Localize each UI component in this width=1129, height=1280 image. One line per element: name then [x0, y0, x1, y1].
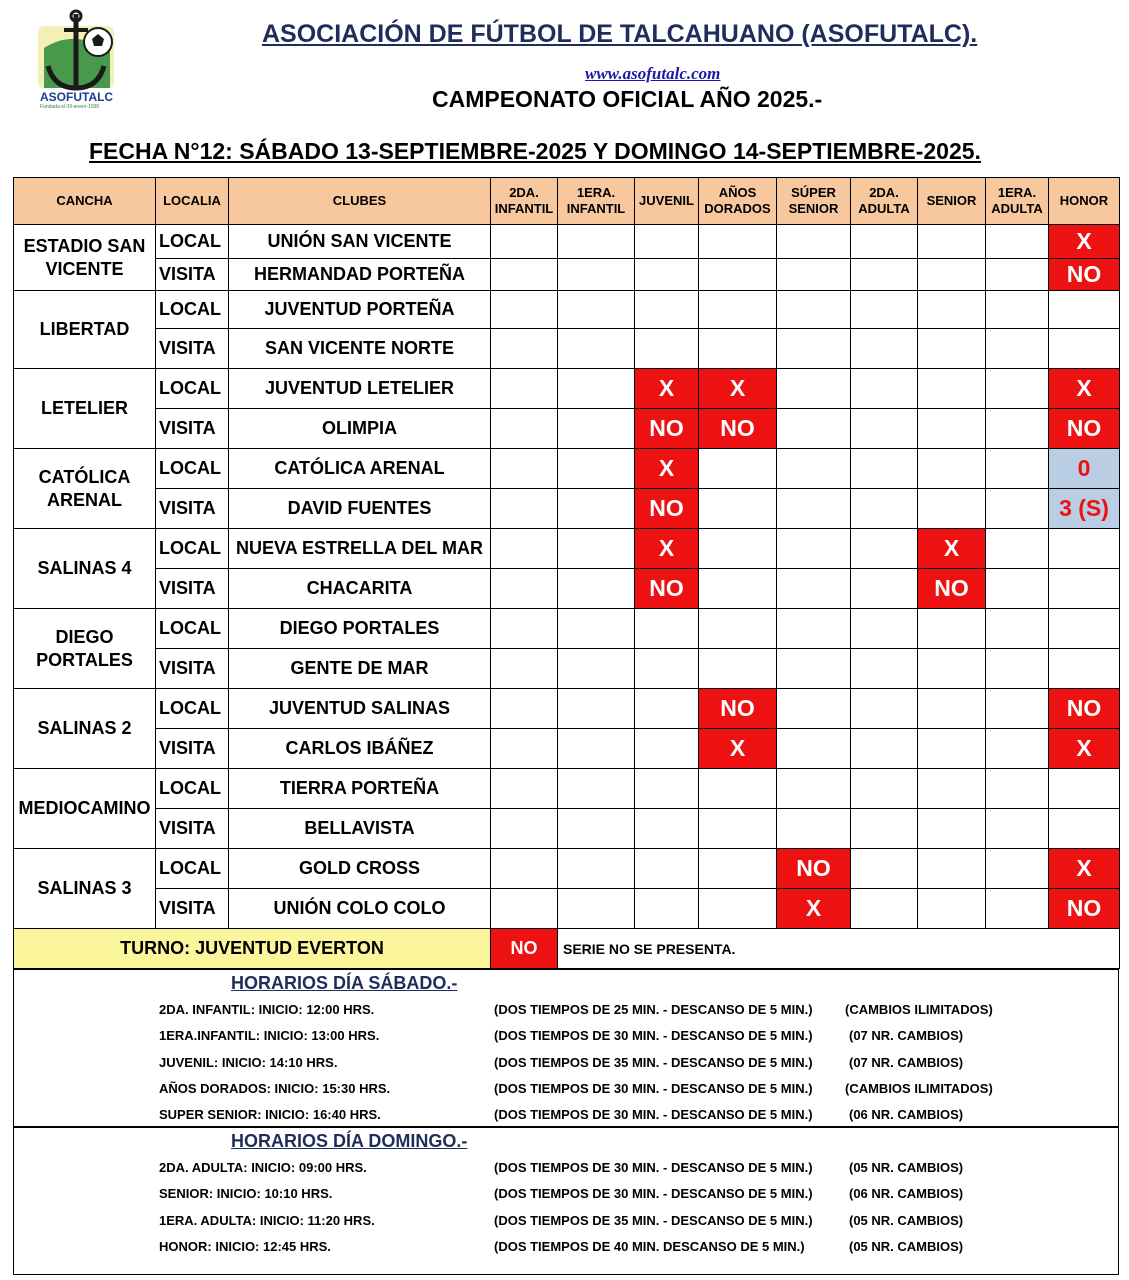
logo-text: ASOFUTALC	[40, 90, 114, 104]
result-cell-1era-infantil	[558, 809, 635, 849]
schedule-serie: 2DA. INFANTIL: INICIO: 12:00 HRS.	[159, 1002, 375, 1017]
table-row	[14, 689, 1120, 729]
result-cell-1era-adulta	[986, 259, 1049, 291]
table-row	[14, 729, 1120, 769]
result-cell-anos-dorados: X	[699, 369, 777, 409]
col-juvenil: JUVENIL	[635, 178, 699, 225]
result-cell-1era-infantil	[558, 729, 635, 769]
result-cell-1era-infantil	[558, 409, 635, 449]
table-row	[14, 329, 1120, 369]
result-cell-1era-adulta	[986, 849, 1049, 889]
result-cell-juvenil	[635, 849, 699, 889]
sunday-schedule-title: HORARIOS DÍA DOMINGO.-	[231, 1131, 468, 1151]
result-cell-honor: 3 (S)	[1049, 489, 1120, 529]
localia-cell: LOCAL	[156, 689, 229, 729]
schedule-serie: 2DA. ADULTA: INICIO: 09:00 HRS.	[159, 1160, 367, 1175]
cancha-cell: DIEGO PORTALES	[14, 609, 156, 689]
page-title: ASOCIACIÓN DE FÚTBOL DE TALCAHUANO (ASOFUTALC).	[262, 20, 978, 48]
col-1era-infantil: 1ERA. INFANTIL	[558, 178, 635, 225]
localia-cell: LOCAL	[156, 849, 229, 889]
result-cell-1era-adulta	[986, 369, 1049, 409]
result-cell-2da-adulta	[851, 769, 918, 809]
result-cell-senior	[918, 729, 986, 769]
result-cell-2da-adulta	[851, 329, 918, 369]
result-cell-honor: 0	[1049, 449, 1120, 489]
result-cell-anos-dorados	[699, 225, 777, 259]
table-row	[14, 889, 1120, 929]
club-cell: NUEVA ESTRELLA DEL MAR	[229, 529, 491, 569]
table-row	[14, 649, 1120, 689]
result-cell-super-senior: X	[777, 889, 851, 929]
result-cell-1era-adulta	[986, 769, 1049, 809]
result-cell-2da-infantil	[491, 889, 558, 929]
localia-cell: LOCAL	[156, 369, 229, 409]
result-cell-2da-infantil	[491, 569, 558, 609]
result-cell-1era-adulta	[986, 689, 1049, 729]
schedule-tiempos: (DOS TIEMPOS DE 30 MIN. - DESCANSO DE 5 MIN.)	[494, 1028, 813, 1044]
localia-cell: VISITA	[156, 329, 229, 369]
table-header-row	[14, 178, 1120, 225]
result-cell-1era-infantil	[558, 769, 635, 809]
localia-cell: VISITA	[156, 259, 229, 291]
result-cell-1era-infantil	[558, 529, 635, 569]
col-honor: HONOR	[1049, 178, 1120, 225]
result-cell-1era-adulta	[986, 291, 1049, 329]
table-row	[14, 769, 1120, 809]
result-cell-honor: X	[1049, 225, 1120, 259]
result-cell-honor	[1049, 649, 1120, 689]
result-cell-super-senior	[777, 409, 851, 449]
result-cell-2da-infantil	[491, 291, 558, 329]
club-cell: CHACARITA	[229, 569, 491, 609]
result-cell-anos-dorados	[699, 569, 777, 609]
result-cell-honor	[1049, 609, 1120, 649]
result-cell-anos-dorados	[699, 489, 777, 529]
table-row	[14, 849, 1120, 889]
localia-cell: LOCAL	[156, 609, 229, 649]
result-cell-1era-infantil	[558, 369, 635, 409]
schedule-cambios: (CAMBIOS ILIMITADOS)	[845, 1002, 993, 1017]
result-cell-honor	[1049, 569, 1120, 609]
result-cell-super-senior	[777, 569, 851, 609]
result-cell-1era-infantil	[558, 259, 635, 291]
result-cell-2da-adulta	[851, 809, 918, 849]
col-super-senior: SÚPER SENIOR	[777, 178, 851, 225]
localia-cell: VISITA	[156, 489, 229, 529]
result-cell-2da-infantil	[491, 369, 558, 409]
result-cell-2da-adulta	[851, 449, 918, 489]
col-2da-adulta: 2DA. ADULTA	[851, 178, 918, 225]
cancha-cell: SALINAS 2	[14, 689, 156, 769]
col-clubes: CLUBES	[229, 178, 491, 225]
club-cell: GENTE DE MAR	[229, 649, 491, 689]
result-cell-1era-infantil	[558, 449, 635, 489]
col-anos-dorados: AÑOS DORADOS	[699, 178, 777, 225]
table-row	[14, 225, 1120, 259]
result-cell-1era-infantil	[558, 649, 635, 689]
schedule-serie: SUPER SENIOR: INICIO: 16:40 HRS.	[159, 1107, 381, 1123]
result-cell-juvenil	[635, 291, 699, 329]
result-cell-honor: NO	[1049, 689, 1120, 729]
result-cell-1era-infantil	[558, 689, 635, 729]
result-cell-anos-dorados	[699, 609, 777, 649]
website-link[interactable]: www.asofutalc.com	[585, 64, 721, 83]
result-cell-honor: X	[1049, 849, 1120, 889]
result-cell-1era-infantil	[558, 889, 635, 929]
result-cell-super-senior	[777, 291, 851, 329]
schedule-tiempos: (DOS TIEMPOS DE 35 MIN. - DESCANSO DE 5 MIN.)	[494, 1054, 813, 1070]
schedule-serie: HONOR: INICIO: 12:45 HRS.	[159, 1238, 331, 1254]
result-cell-2da-infantil	[491, 529, 558, 569]
col-senior: SENIOR	[918, 178, 986, 225]
result-cell-juvenil: NO	[635, 409, 699, 449]
result-cell-super-senior	[777, 609, 851, 649]
result-cell-honor: NO	[1049, 259, 1120, 291]
result-cell-2da-adulta	[851, 649, 918, 689]
col-1era-adulta: 1ERA. ADULTA	[986, 178, 1049, 225]
result-cell-2da-adulta	[851, 259, 918, 291]
result-cell-super-senior	[777, 259, 851, 291]
club-cell: JUVENTUD LETELIER	[229, 369, 491, 409]
result-cell-2da-adulta	[851, 225, 918, 259]
schedule-cambios: (06 NR. CAMBIOS)	[849, 1107, 964, 1123]
table-row	[14, 489, 1120, 529]
result-cell-senior	[918, 409, 986, 449]
result-cell-juvenil	[635, 889, 699, 929]
schedule-tiempos: (DOS TIEMPOS DE 30 MIN. - DESCANSO DE 5 MIN.)	[494, 1107, 813, 1123]
result-cell-anos-dorados	[699, 809, 777, 849]
schedule-tiempos: (DOS TIEMPOS DE 30 MIN. - DESCANSO DE 5 MIN.)	[494, 1080, 813, 1096]
turno-row	[14, 929, 1120, 969]
result-cell-2da-infantil	[491, 609, 558, 649]
result-cell-super-senior	[777, 649, 851, 689]
result-cell-honor: X	[1049, 729, 1120, 769]
result-cell-1era-adulta	[986, 489, 1049, 529]
localia-cell: VISITA	[156, 889, 229, 929]
result-cell-1era-infantil	[558, 225, 635, 259]
turno-label: TURNO: JUVENTUD EVERTON	[14, 929, 491, 969]
result-cell-2da-infantil	[491, 809, 558, 849]
result-cell-anos-dorados: NO	[699, 689, 777, 729]
schedule-tiempos: (DOS TIEMPOS DE 30 MIN. - DESCANSO DE 5 MIN.)	[494, 1186, 813, 1202]
result-cell-anos-dorados	[699, 849, 777, 889]
schedule-serie: SENIOR: INICIO: 10:10 HRS.	[159, 1186, 333, 1202]
table-row	[14, 369, 1120, 409]
result-cell-juvenil: X	[635, 529, 699, 569]
table-row	[14, 259, 1120, 291]
result-cell-1era-adulta	[986, 649, 1049, 689]
result-cell-honor: NO	[1049, 409, 1120, 449]
result-cell-super-senior	[777, 729, 851, 769]
result-cell-1era-adulta	[986, 409, 1049, 449]
schedule-tiempos: (DOS TIEMPOS DE 25 MIN. - DESCANSO DE 5 MIN.)	[494, 1002, 813, 1017]
club-cell: UNIÓN SAN VICENTE	[229, 225, 491, 259]
result-cell-2da-infantil	[491, 259, 558, 291]
result-cell-super-senior	[777, 809, 851, 849]
result-cell-juvenil: NO	[635, 489, 699, 529]
logo-subtext: Fundada el 09-enero-1935	[40, 104, 100, 110]
schedule-cambios: (07 NR. CAMBIOS)	[849, 1028, 964, 1044]
result-cell-1era-infantil	[558, 569, 635, 609]
result-cell-senior: NO	[918, 569, 986, 609]
table-row	[14, 449, 1120, 489]
result-cell-juvenil	[635, 259, 699, 291]
result-cell-2da-infantil	[491, 449, 558, 489]
fixture-table	[13, 177, 1120, 969]
result-cell-honor: X	[1049, 369, 1120, 409]
result-cell-anos-dorados	[699, 259, 777, 291]
result-cell-juvenil	[635, 729, 699, 769]
club-cell: JUVENTUD SALINAS	[229, 689, 491, 729]
result-cell-anos-dorados	[699, 529, 777, 569]
schedule-serie: 1ERA. ADULTA: INICIO: 11:20 HRS.	[159, 1212, 375, 1228]
club-cell: CARLOS IBÁÑEZ	[229, 729, 491, 769]
fixture-date-title: FECHA N°12: SÁBADO 13-SEPTIEMBRE-2025 Y DOMINGO 14-SEPTIEMBRE-2025.	[89, 138, 981, 164]
result-cell-2da-adulta	[851, 529, 918, 569]
club-cell: JUVENTUD PORTEÑA	[229, 291, 491, 329]
result-cell-juvenil	[635, 689, 699, 729]
localia-cell: LOCAL	[156, 529, 229, 569]
result-cell-honor: NO	[1049, 889, 1120, 929]
result-cell-honor	[1049, 809, 1120, 849]
localia-cell: VISITA	[156, 569, 229, 609]
result-cell-juvenil	[635, 225, 699, 259]
col-localia: LOCALIA	[156, 178, 229, 225]
turno-mark: NO	[491, 929, 558, 969]
table-row	[14, 409, 1120, 449]
result-cell-2da-adulta	[851, 849, 918, 889]
result-cell-1era-infantil	[558, 609, 635, 649]
result-cell-2da-infantil	[491, 649, 558, 689]
result-cell-2da-adulta	[851, 689, 918, 729]
club-cell: OLIMPIA	[229, 409, 491, 449]
result-cell-super-senior	[777, 529, 851, 569]
table-row	[14, 291, 1120, 329]
cancha-cell: LIBERTAD	[14, 291, 156, 369]
table-row	[14, 529, 1120, 569]
club-cell: CATÓLICA ARENAL	[229, 449, 491, 489]
localia-cell: LOCAL	[156, 769, 229, 809]
table-row	[14, 569, 1120, 609]
result-cell-super-senior	[777, 689, 851, 729]
schedule-serie: AÑOS DORADOS: INICIO: 15:30 HRS.	[159, 1080, 391, 1096]
result-cell-anos-dorados: X	[699, 729, 777, 769]
schedule-tiempos: (DOS TIEMPOS DE 35 MIN. - DESCANSO DE 5 MIN.)	[494, 1212, 813, 1228]
schedule-cambios: (07 NR. CAMBIOS)	[849, 1054, 964, 1070]
result-cell-super-senior	[777, 489, 851, 529]
cancha-cell: CATÓLICA ARENAL	[14, 449, 156, 529]
result-cell-senior	[918, 649, 986, 689]
result-cell-anos-dorados	[699, 649, 777, 689]
result-cell-juvenil	[635, 649, 699, 689]
result-cell-senior	[918, 449, 986, 489]
result-cell-1era-adulta	[986, 729, 1049, 769]
saturday-schedule	[13, 969, 1119, 1127]
result-cell-senior	[918, 489, 986, 529]
result-cell-juvenil	[635, 609, 699, 649]
result-cell-juvenil: X	[635, 449, 699, 489]
result-cell-1era-infantil	[558, 291, 635, 329]
result-cell-juvenil	[635, 809, 699, 849]
schedule-cambios: (05 NR. CAMBIOS)	[849, 1160, 964, 1175]
cancha-cell: LETELIER	[14, 369, 156, 449]
club-cell: GOLD CROSS	[229, 849, 491, 889]
result-cell-2da-infantil	[491, 769, 558, 809]
result-cell-2da-adulta	[851, 409, 918, 449]
result-cell-senior	[918, 291, 986, 329]
result-cell-anos-dorados	[699, 291, 777, 329]
cancha-cell: SALINAS 4	[14, 529, 156, 609]
saturday-schedule-title: HORARIOS DÍA SÁBADO.-	[231, 973, 458, 993]
club-cell: SAN VICENTE NORTE	[229, 329, 491, 369]
result-cell-senior	[918, 259, 986, 291]
result-cell-2da-infantil	[491, 329, 558, 369]
localia-cell: VISITA	[156, 649, 229, 689]
result-cell-honor	[1049, 329, 1120, 369]
result-cell-senior	[918, 369, 986, 409]
result-cell-2da-infantil	[491, 849, 558, 889]
result-cell-honor	[1049, 529, 1120, 569]
schedule-cambios: (05 NR. CAMBIOS)	[849, 1212, 964, 1228]
result-cell-senior	[918, 809, 986, 849]
localia-cell: LOCAL	[156, 291, 229, 329]
result-cell-1era-infantil	[558, 329, 635, 369]
result-cell-1era-adulta	[986, 889, 1049, 929]
result-cell-1era-adulta	[986, 529, 1049, 569]
result-cell-anos-dorados	[699, 329, 777, 369]
result-cell-1era-adulta	[986, 569, 1049, 609]
result-cell-2da-adulta	[851, 729, 918, 769]
result-cell-anos-dorados	[699, 769, 777, 809]
club-cell: BELLAVISTA	[229, 809, 491, 849]
cancha-cell: SALINAS 3	[14, 849, 156, 929]
result-cell-super-senior	[777, 369, 851, 409]
result-cell-2da-adulta	[851, 609, 918, 649]
match-table-body	[14, 225, 1120, 929]
localia-cell: VISITA	[156, 809, 229, 849]
result-cell-2da-infantil	[491, 489, 558, 529]
schedule-tiempos: (DOS TIEMPOS DE 40 MIN. DESCANSO DE 5 MIN.)	[494, 1238, 805, 1254]
schedule-serie: 1ERA.INFANTIL: INICIO: 13:00 HRS.	[159, 1028, 380, 1044]
result-cell-1era-adulta	[986, 809, 1049, 849]
cancha-cell: ESTADIO SAN VICENTE	[14, 225, 156, 291]
schedule-serie: JUVENIL: INICIO: 14:10 HRS.	[159, 1054, 338, 1070]
club-cell: TIERRA PORTEÑA	[229, 769, 491, 809]
result-cell-senior	[918, 329, 986, 369]
result-cell-juvenil: X	[635, 369, 699, 409]
result-cell-super-senior	[777, 769, 851, 809]
club-cell: DIEGO PORTALES	[229, 609, 491, 649]
result-cell-1era-adulta	[986, 225, 1049, 259]
result-cell-super-senior	[777, 449, 851, 489]
schedule-cambios: (05 NR. CAMBIOS)	[849, 1238, 964, 1254]
cancha-cell: MEDIOCAMINO	[14, 769, 156, 849]
club-cell: HERMANDAD PORTEÑA	[229, 259, 491, 291]
result-cell-1era-infantil	[558, 489, 635, 529]
club-cell: UNIÓN COLO COLO	[229, 889, 491, 929]
result-cell-2da-adulta	[851, 489, 918, 529]
schedule-cambios: (CAMBIOS ILIMITADOS)	[845, 1080, 993, 1096]
schedule-tiempos: (DOS TIEMPOS DE 30 MIN. - DESCANSO DE 5 MIN.)	[494, 1160, 813, 1175]
result-cell-honor	[1049, 769, 1120, 809]
result-cell-juvenil: NO	[635, 569, 699, 609]
result-cell-senior	[918, 849, 986, 889]
result-cell-honor	[1049, 291, 1120, 329]
result-cell-juvenil	[635, 329, 699, 369]
col-cancha: CANCHA	[14, 178, 156, 225]
result-cell-super-senior	[777, 225, 851, 259]
result-cell-anos-dorados	[699, 889, 777, 929]
table-row	[14, 609, 1120, 649]
result-cell-super-senior	[777, 329, 851, 369]
localia-cell: LOCAL	[156, 449, 229, 489]
result-cell-senior	[918, 609, 986, 649]
schedule-cambios: (06 NR. CAMBIOS)	[849, 1186, 964, 1202]
localia-cell: VISITA	[156, 409, 229, 449]
result-cell-2da-adulta	[851, 889, 918, 929]
result-cell-anos-dorados: NO	[699, 409, 777, 449]
result-cell-juvenil	[635, 769, 699, 809]
result-cell-2da-infantil	[491, 225, 558, 259]
result-cell-1era-adulta	[986, 609, 1049, 649]
result-cell-senior: X	[918, 529, 986, 569]
championship-title: CAMPEONATO OFICIAL AÑO 2025.-	[432, 86, 823, 112]
table-row	[14, 809, 1120, 849]
result-cell-2da-adulta	[851, 369, 918, 409]
result-cell-2da-adulta	[851, 291, 918, 329]
result-cell-anos-dorados	[699, 449, 777, 489]
result-cell-1era-adulta	[986, 449, 1049, 489]
result-cell-senior	[918, 689, 986, 729]
result-cell-1era-adulta	[986, 329, 1049, 369]
result-cell-2da-infantil	[491, 409, 558, 449]
result-cell-2da-adulta	[851, 569, 918, 609]
localia-cell: LOCAL	[156, 225, 229, 259]
sunday-schedule	[13, 1127, 1119, 1275]
result-cell-2da-infantil	[491, 689, 558, 729]
col-2da-infantil: 2DA. INFANTIL	[491, 178, 558, 225]
result-cell-senior	[918, 889, 986, 929]
result-cell-super-senior: NO	[777, 849, 851, 889]
result-cell-senior	[918, 225, 986, 259]
result-cell-1era-infantil	[558, 849, 635, 889]
turno-note: SERIE NO SE PRESENTA.	[558, 929, 1120, 969]
result-cell-2da-infantil	[491, 729, 558, 769]
result-cell-senior	[918, 769, 986, 809]
localia-cell: VISITA	[156, 729, 229, 769]
club-cell: DAVID FUENTES	[229, 489, 491, 529]
